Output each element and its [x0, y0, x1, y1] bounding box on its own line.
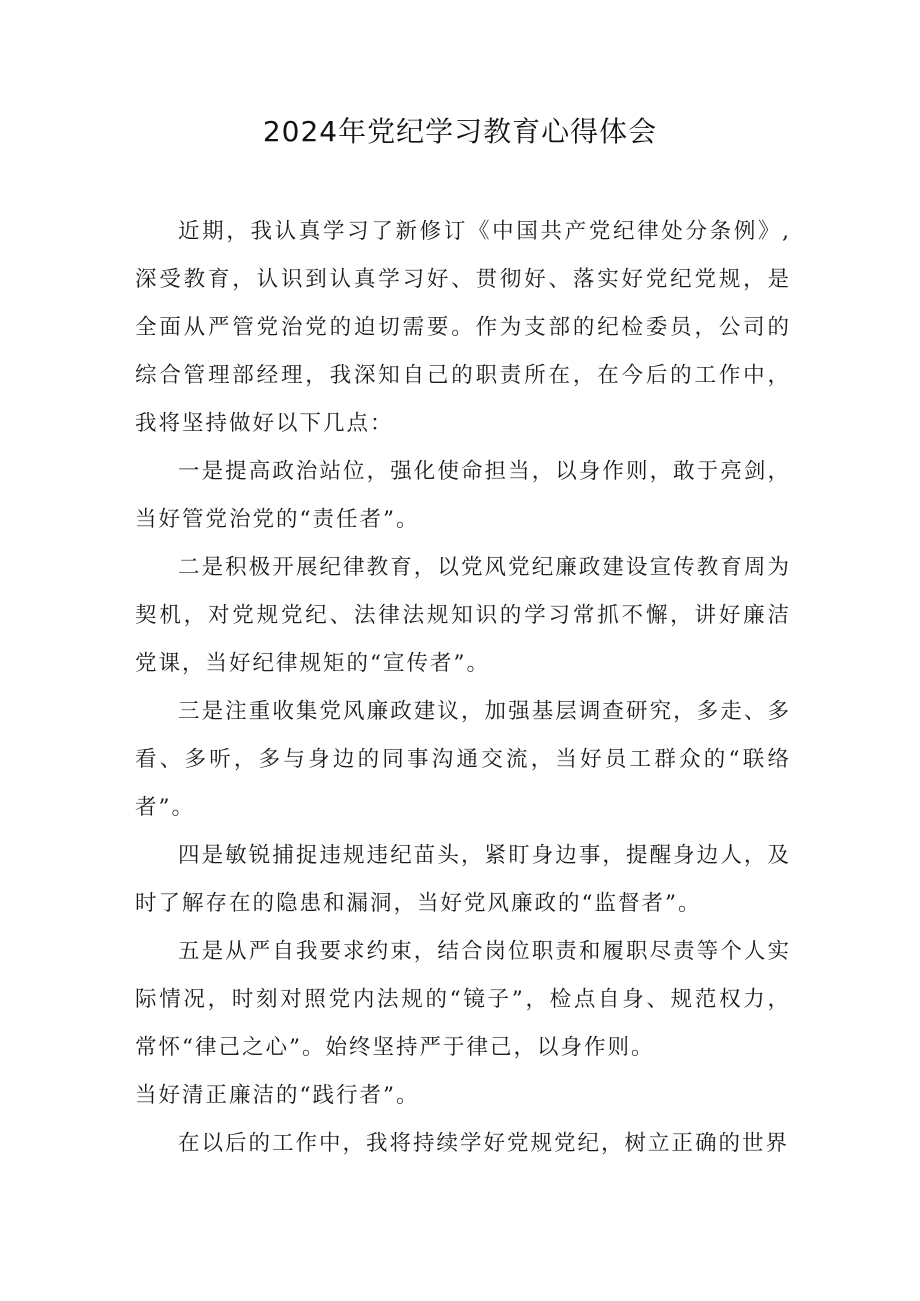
paragraph-point-1: 一是提高政治站位，强化使命担当，以身作则，敢于亮剑，当好管党治党的“责任者”。: [135, 459, 791, 532]
paragraph-point-5-continuation: 当好清正廉洁的“践行者”。: [135, 1083, 420, 1108]
document-title: 2024年党纪学习教育心得体会: [262, 115, 658, 148]
paragraph-point-2: 二是积极开展纪律教育，以党风党纪廉政建设宣传教育周为契机，对党规党纪、法律法规知识的学习常抓不懈，讲好廉洁党课，当好纪律规矩的“宣传者”。: [135, 555, 791, 676]
paragraph-intro: 近期，我认真学习了新修订《中国共产党纪律处分条例》,深受教育，认识到认真学习好、贯彻好、落实好党纪党规，是全面从严管党治党的迫切需要。作为支部的纪检委员，公司的综合管理部经理，我深知自己的职责所在，在今后的工作中，我将坚持做好以下几点：: [135, 219, 791, 436]
paragraph-point-4: 四是敏锐捕捉违规违纪苗头，紧盯身边事，提醒身边人，及时了解存在的隐患和漏洞，当好党风廉政的“监督者”。: [135, 843, 791, 916]
paragraph-conclusion: 在以后的工作中，我将持续学好党规党纪，树立正确的世界: [178, 1131, 790, 1156]
paragraph-point-3: 三是注重收集党风廉政建议，加强基层调查研究，多走、多看、多听，多与身边的同事沟通交流，当好员工群众的“联络者”。: [135, 699, 791, 820]
document-body: [135, 208, 791, 1168]
paragraph-point-5: 五是从严自我要求约束，结合岗位职责和履职尽责等个人实际情况，时刻对照党内法规的“镜子”，检点自身、规范权力，常怀“律己之心”。始终坚持严于律己，以身作则。: [135, 939, 791, 1060]
